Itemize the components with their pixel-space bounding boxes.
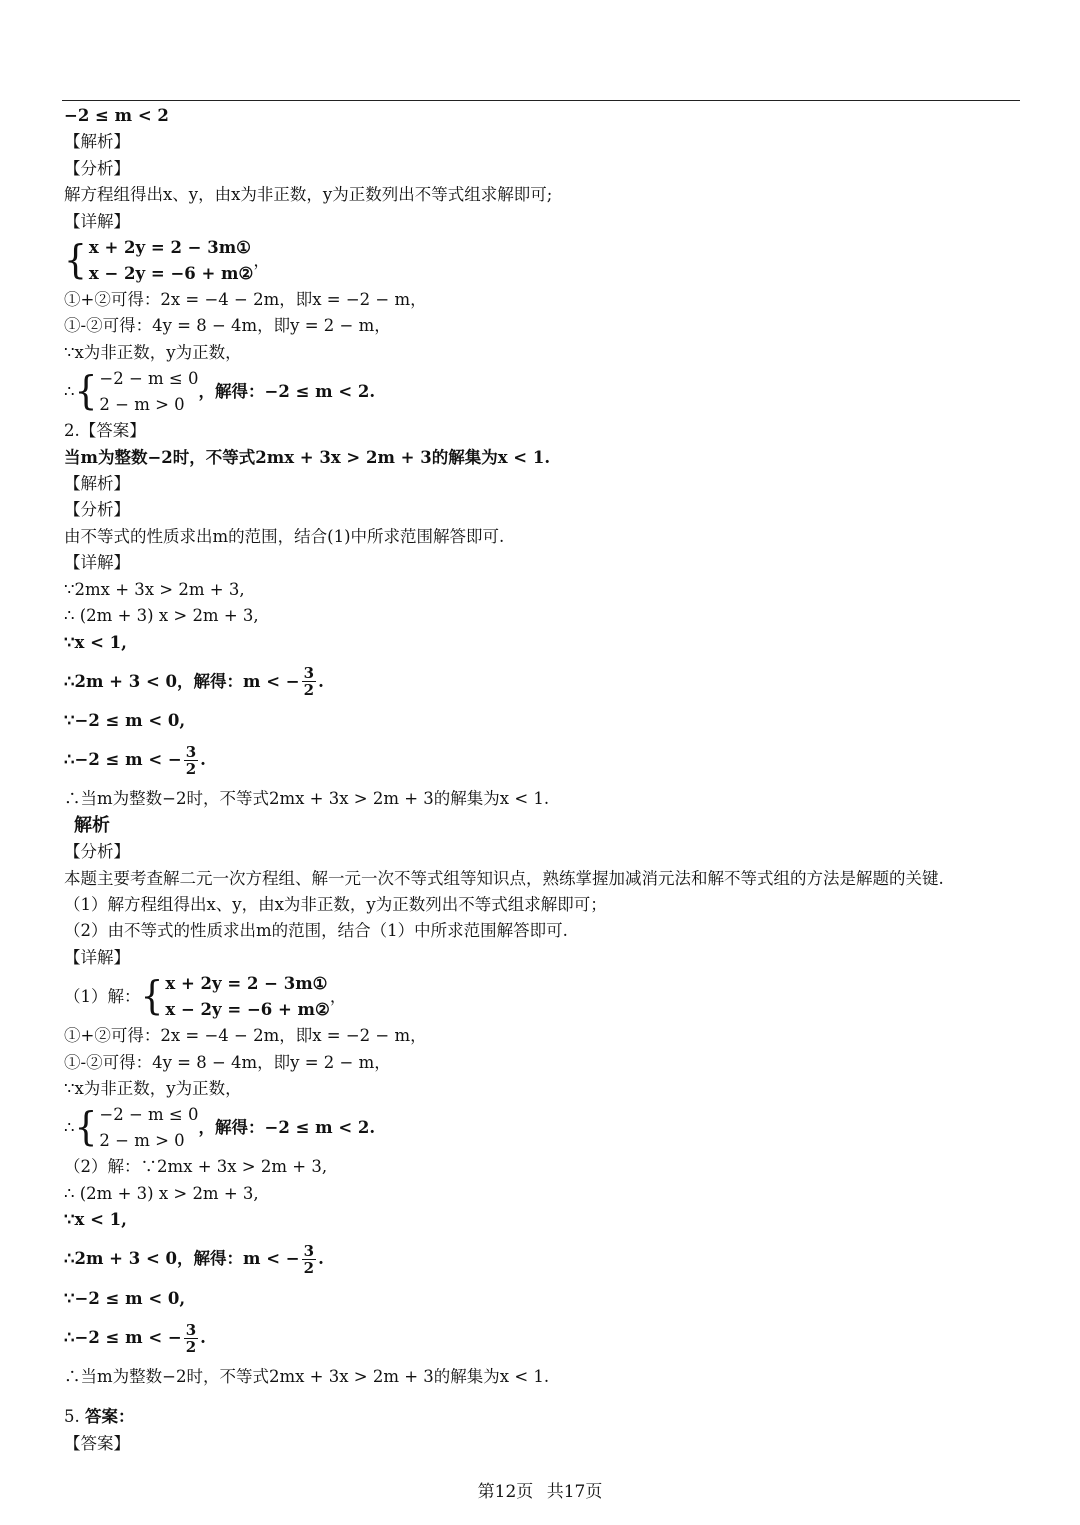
inequality-system: ∴ { −2 − m ≤ 0 2 − m > 0 ，解得：−2 ≤ m < 2. — [64, 366, 1024, 418]
fraction: $\frac{3}{2}$ — [185, 742, 197, 778]
step-factor: ∴ (2m + 3) x > 2m + 3, — [64, 1183, 259, 1203]
question-number: 5. — [64, 1407, 80, 1427]
section-xiangjie: 【详解】 — [64, 553, 130, 573]
inequality-1: −2 − m ≤ 0 — [99, 1105, 199, 1125]
equation-2: x − 2y = −6 + m② — [88, 264, 254, 284]
step-subtract: ①-②可得：4y = 8 − 4m，即y = 2 − m， — [64, 316, 391, 336]
answer-range: −2 ≤ m < 2 — [64, 106, 169, 125]
step-m-bound: ∴2m + 3 < 0，解得：m < − $\frac{3}{2}$ . — [64, 1242, 324, 1278]
inequality-1: −2 − m ≤ 0 — [99, 369, 199, 389]
step-add: ①+②可得：2x = −4 − 2m，即x = −2 − m， — [64, 1026, 427, 1046]
inequality-system: ∴ { −2 − m ≤ 0 2 − m > 0 ，解得：−2 ≤ m < 2. — [64, 1102, 1024, 1154]
header-rule — [62, 100, 1020, 101]
equation-2: x − 2y = −6 + m② — [165, 1000, 330, 1020]
section-title-jiexi: 解析 — [74, 814, 110, 836]
section-jiexi: 【解析】 — [64, 132, 130, 152]
question-2-answer: 当m为整数−2时，不等式2mx + 3x > 2m + 3的解集为x < 1. — [64, 447, 551, 467]
step-subtract: ①-②可得：4y = 8 − 4m，即y = 2 − m， — [64, 1052, 391, 1072]
answer-label: 【答案】 — [64, 1433, 130, 1453]
part-1-prefix: （1）解： — [64, 986, 141, 1006]
fraction: $\frac{3}{2}$ — [303, 1242, 315, 1278]
page-number: 第12页 — [477, 1482, 534, 1502]
fraction: $\frac{3}{2}$ — [185, 1320, 197, 1356]
section-fenxi: 【分析】 — [64, 158, 130, 178]
left-brace-icon: { — [74, 1105, 98, 1151]
equation-1: x + 2y = 2 − 3m① — [165, 974, 328, 994]
section-jiexi: 【解析】 — [64, 474, 130, 494]
analysis-text: 由不等式的性质求出m的范围，结合(1)中所求范围解答即可. — [64, 526, 505, 546]
document-body — [64, 103, 1024, 1457]
inequality-solution: ，解得：−2 ≤ m < 2. — [198, 382, 376, 402]
equation-1: x + 2y = 2 − 3m① — [88, 238, 251, 258]
equation-system — [64, 235, 1024, 287]
left-brace-icon: { — [140, 974, 164, 1020]
step-final-range: ∴−2 ≤ m < − $\frac{3}{2}$ . — [64, 742, 206, 778]
conclusion: ∴当m为整数−2时，不等式2mx + 3x > 2m + 3的解集为x < 1. — [64, 1367, 550, 1386]
equation-comma: ， — [253, 250, 270, 270]
fraction: $\frac{3}{2}$ — [303, 664, 315, 700]
analysis-summary: 本题主要考查解二元一次方程组、解一元一次不等式组等知识点，熟练掌握加减消元法和解不等式组的方法是解题的关键. — [64, 868, 944, 888]
condition: ∵x为非正数，y为正数， — [64, 1078, 242, 1098]
part-2-given: （2）解：∵2mx + 3x > 2m + 3, — [64, 1157, 328, 1177]
page-footer — [0, 1477, 1080, 1502]
step-range: ∵−2 ≤ m < 0, — [64, 1288, 186, 1308]
analysis-text: 解方程组得出x、y，由x为非正数，y为正数列出不等式组求解即可; — [64, 185, 553, 205]
step-factor: ∴ (2m + 3) x > 2m + 3, — [64, 606, 259, 626]
answer-heading: 答案： — [85, 1407, 135, 1427]
section-fenxi: 【分析】 — [64, 500, 130, 520]
page-total: 共17页 — [546, 1482, 603, 1502]
step-given: ∵2mx + 3x > 2m + 3, — [64, 579, 245, 599]
section-xiangjie: 【详解】 — [64, 211, 130, 231]
conclusion: ∴当m为整数−2时，不等式2mx + 3x > 2m + 3的解集为x < 1. — [64, 789, 550, 809]
left-brace-icon: { — [64, 237, 87, 284]
step-m-bound: ∴2m + 3 < 0，解得：m < − $\frac{3}{2}$ . — [64, 664, 324, 700]
step-final-range: ∴−2 ≤ m < − $\frac{3}{2}$ . — [64, 1320, 206, 1356]
step-add: ①+②可得：2x = −4 − 2m，即x = −2 − m， — [64, 290, 427, 310]
inequality-2: 2 − m > 0 — [99, 1131, 185, 1151]
question-2-answer-label: 2.【答案】 — [64, 421, 146, 441]
section-xiangjie: 【详解】 — [64, 947, 130, 967]
analysis-part-1: （1）解方程组得出x、y，由x为非正数，y为正数列出不等式组求解即可； — [64, 894, 607, 914]
condition: ∵x为非正数，y为正数， — [64, 342, 242, 362]
inequality-2: 2 − m > 0 — [99, 395, 185, 415]
section-fenxi: 【分析】 — [64, 842, 130, 862]
equation-comma: ， — [329, 986, 347, 1006]
equation-system — [64, 971, 1024, 1023]
inequality-solution: ，解得：−2 ≤ m < 2. — [198, 1118, 376, 1138]
step-x-less: ∵x < 1, — [64, 1210, 127, 1230]
step-range: ∵−2 ≤ m < 0, — [64, 710, 186, 730]
question-5-heading — [64, 1404, 1024, 1430]
step-x-less: ∵x < 1, — [64, 632, 127, 652]
analysis-part-2: （2）由不等式的性质求出m的范围，结合（1）中所求范围解答即可. — [64, 921, 568, 941]
left-brace-icon: { — [74, 369, 98, 415]
